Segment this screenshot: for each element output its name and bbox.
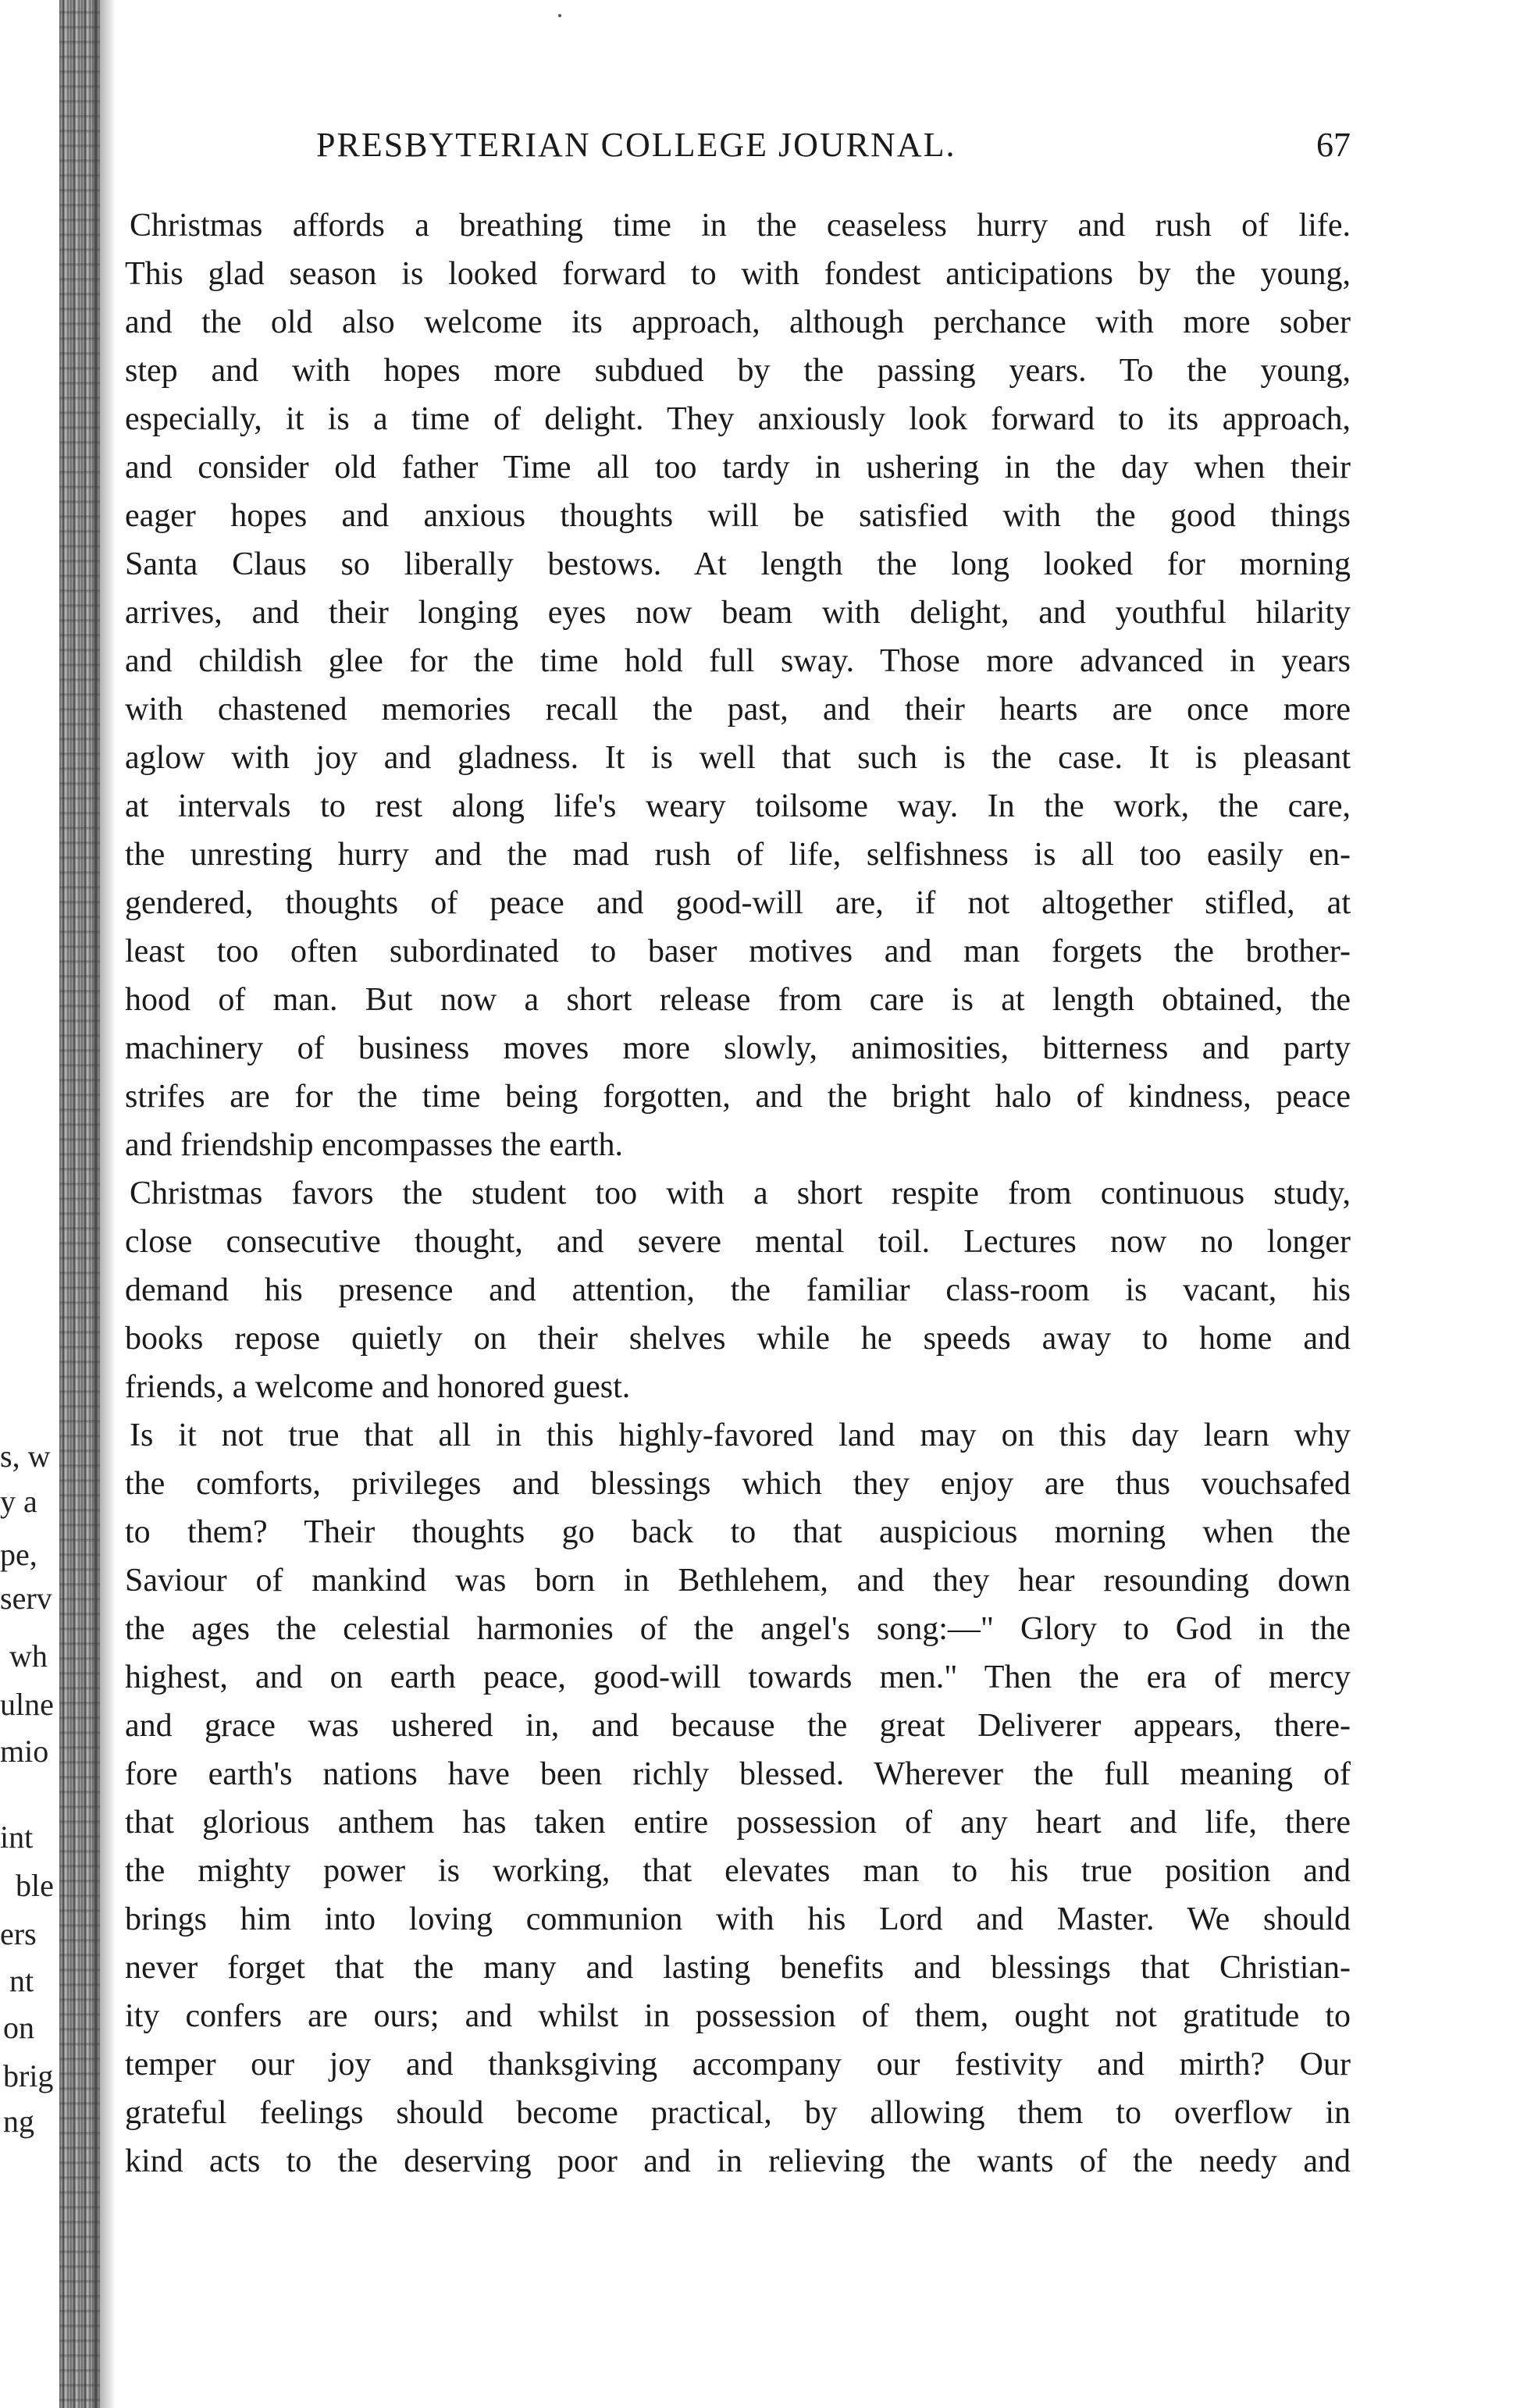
paragraph [125,1169,1351,1411]
facing-page-fragment: pe, [0,1537,37,1572]
gutter-shadow [94,0,116,2408]
facing-page-fragment: ulne [0,1687,54,1722]
text-line: and the old also welcome its approach, although perchance with more sober [125,304,1351,340]
text-line: least too often subordinated to baser motives and man forgets the brother- [125,934,1351,969]
text-line: and friendship encompasses the earth. [125,1127,623,1163]
facing-page-fragment: y a [0,1484,37,1519]
article-body [125,201,1351,2186]
text-line: aglow with joy and gladness. It is well that such is the case. It is pleasant [125,740,1351,776]
text-line: the comforts, privileges and blessings which they enjoy are thus vouchsafed [125,1466,1351,1502]
text-line: grateful feelings should become practical, by allowing them to overflow in [125,2095,1351,2131]
text-line: the unresting hurry and the mad rush of life, selfishness is all too easily en- [125,837,1351,873]
page-number: 67 [1316,126,1351,164]
text-line: strifes are for the time being forgotten, and the bright halo of kindness, peace [125,1079,1351,1115]
text-line: Santa Claus so liberally bestows. At length the long looked for morning [125,546,1351,582]
text-line: friends, a welcome and honored guest. [125,1369,631,1405]
text-line: close consecutive thought, and severe mental toil. Lectures now no longer [125,1224,1351,1260]
text-line: to them? Their thoughts go back to that auspicious morning when the [125,1514,1351,1550]
text-line: step and with hopes more subdued by the passing years. To the young, [125,353,1351,389]
text-line: This glad season is looked forward to with fondest anticipations by the young, [125,256,1351,292]
facing-page-fragment: on [3,2010,34,2045]
text-line: Saviour of mankind was born in Bethlehem, and they hear resounding down [125,1563,1351,1599]
text-line: at intervals to rest along life's weary toilsome way. In the work, the care, [125,788,1351,824]
text-line: gendered, thoughts of peace and good-will are, if not altogether stifled, at [125,885,1351,921]
text-line: hood of man. But now a short release from care is at length obtained, the [125,982,1351,1018]
facing-page-fragment: serv [0,1581,52,1616]
running-title: PRESBYTERIAN COLLEGE JOURNAL. [316,126,956,164]
text-line: especially, it is a time of delight. They anxiously look forward to its approach, [125,401,1351,437]
facing-page-fragment: wh [9,1638,48,1674]
text-line: that glorious anthem has taken entire possession of any heart and life, there [125,1805,1351,1841]
text-line: brings him into loving communion with his Lord and Master. We should [125,1901,1351,1937]
text-line: kind acts to the deserving poor and in relieving the wants of the needy and [125,2143,1351,2179]
text-line: the ages the celestial harmonies of the angel's song:—" Glory to God in the [125,1611,1351,1647]
text-line: and grace was ushered in, and because the great Deliverer appears, there- [125,1708,1351,1744]
text-line: and consider old father Time all too tardy in ushering in the day when their [125,450,1351,486]
page-header [117,125,1351,172]
text-line: fore earth's nations have been richly blessed. Wherever the full meaning of [125,1756,1351,1792]
facing-page-fragment: nt [9,1963,34,1998]
text-line: and childish glee for the time hold full sway. Those more advanced in years [125,643,1351,679]
text-line: Is it not true that all in this highly-favored land may on this day learn why [130,1417,1351,1453]
facing-page-fragment: ers [0,1916,37,1951]
text-line: arrives, and their longing eyes now beam with delight, and youthful hilarity [125,595,1351,631]
facing-page-fragment: ble [16,1868,54,1903]
facing-page-fragment: s, w [0,1439,51,1474]
facing-page-fragment: int [0,1819,34,1855]
text-line: Christmas favors the student too with a short respite from continuous study, [130,1176,1351,1211]
text-line: with chastened memories recall the past, and their hearts are once more [125,692,1351,727]
text-line: the mighty power is working, that elevates man to his true position and [125,1853,1351,1889]
paragraph [125,1411,1351,2186]
facing-page-fragment: ng [3,2104,34,2139]
text-line: highest, and on earth peace, good-will towards men." Then the era of mercy [125,1659,1351,1695]
text-line: eager hopes and anxious thoughts will be satisfied with the good things [125,498,1351,534]
text-line: demand his presence and attention, the familiar class-room is vacant, his [125,1272,1351,1308]
text-line: books repose quietly on their shelves while he speeds away to home and [125,1321,1351,1357]
text-line: never forget that the many and lasting benefits and blessings that Christian- [125,1950,1351,1986]
text-line: machinery of business moves more slowly, animosities, bitterness and party [125,1030,1351,1066]
paragraph [125,201,1351,1169]
text-line: Christmas affords a breathing time in the ceaseless hurry and rush of life. [130,208,1351,244]
facing-page-fragment: mio [0,1734,49,1769]
scan-speck [558,14,561,17]
text-line: temper our joy and thanksgiving accompany our festivity and mirth? Our [125,2047,1351,2083]
text-line: ity confers are ours; and whilst in possession of them, ought not gratitude to [125,1998,1351,2034]
facing-page-fragment: brig [3,2058,54,2093]
